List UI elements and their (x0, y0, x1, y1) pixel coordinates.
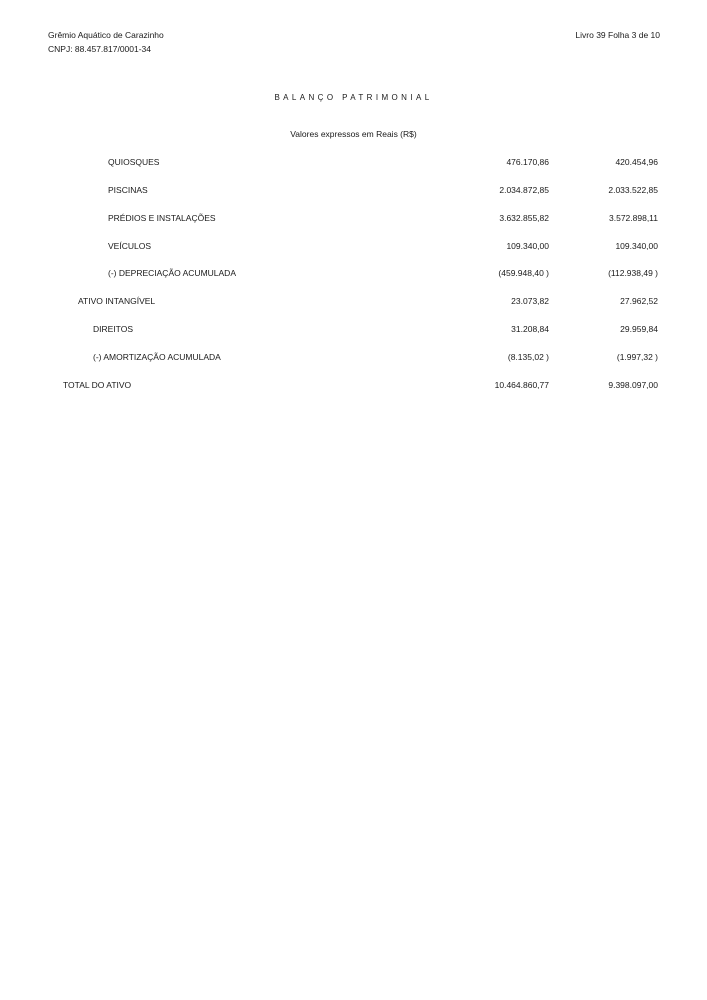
row-value-current: 31.208,84 (511, 324, 549, 334)
row-value-current: (459.948,40 ) (498, 268, 549, 278)
row-label: (-) AMORTIZAÇÃO ACUMULADA (93, 352, 221, 362)
table-row-total (0, 380, 707, 392)
table-row (0, 352, 707, 364)
row-label: (-) DEPRECIAÇÃO ACUMULADA (108, 268, 236, 278)
row-value-current: 3.632.855,82 (499, 213, 549, 223)
row-label: ATIVO INTANGÍVEL (78, 296, 156, 306)
row-value-current: 109.340,00 (506, 241, 549, 251)
report-title: BALANÇO PATRIMONIAL (274, 93, 433, 102)
company-name: Grêmio Aquático de Carazinho (48, 30, 164, 40)
table-row (0, 296, 707, 308)
row-value-previous: 29.959,84 (620, 324, 658, 334)
row-value-previous: (1.997,32 ) (616, 352, 658, 362)
row-value-previous: 3.572.898,11 (609, 213, 658, 223)
table-row (0, 241, 707, 253)
row-value-current: 23.073,82 (511, 296, 549, 306)
row-label: QUIOSQUES (108, 157, 160, 167)
row-label: TOTAL DO ATIVO (63, 380, 132, 390)
row-label: DIREITOS (93, 324, 133, 334)
row-value-previous: 420.454,96 (615, 157, 658, 167)
company-cnpj: CNPJ: 88.457.817/0001-34 (48, 44, 152, 54)
row-value-current: 2.034.872,85 (499, 185, 549, 195)
table-row (0, 268, 707, 280)
table-row (0, 213, 707, 225)
table-row (0, 185, 707, 197)
row-value-previous: 2.033.522,85 (608, 185, 658, 195)
row-value-current: (8.135,02 ) (507, 352, 549, 362)
page-reference: Livro 39 Folha 3 de 10 (575, 30, 660, 40)
row-value-previous: 9.398.097,00 (608, 380, 658, 390)
row-value-previous: (112.938,49 ) (608, 268, 658, 278)
row-value-current: 10.464.860,77 (494, 380, 549, 390)
table-row (0, 324, 707, 336)
table-row (0, 157, 707, 169)
row-label: VEÍCULOS (108, 241, 151, 251)
row-value-previous: 109.340,00 (615, 241, 658, 251)
row-value-previous: 27.962,52 (620, 296, 658, 306)
row-label: PRÉDIOS E INSTALAÇÕES (108, 213, 216, 223)
row-value-current: 476.170,86 (506, 157, 549, 167)
row-label: PISCINAS (108, 185, 148, 195)
report-subtitle: Valores expressos em Reais (R$) (290, 129, 417, 139)
